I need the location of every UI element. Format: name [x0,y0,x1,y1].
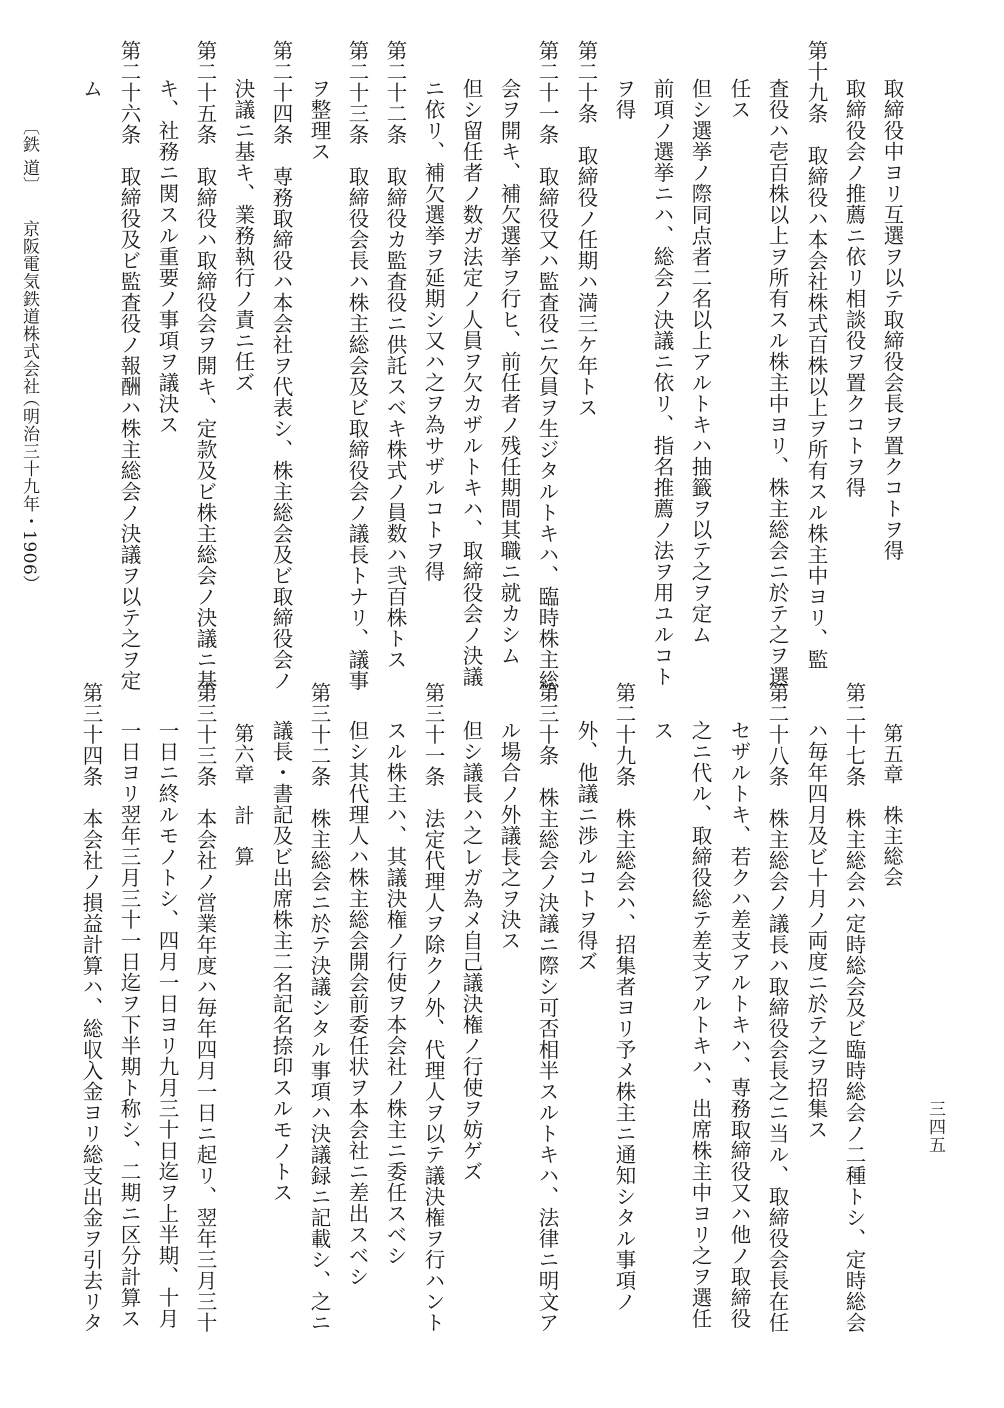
article-30-column: 第三十条 株主総会ノ決議ニ際シ可否相半スルトキハ、法律ニ明文ア [535,682,559,1333]
page-number: 三四五 [925,1100,945,1154]
text-column: 会ヲ開キ、補欠選挙ヲ行ヒ、前任者ノ残任期間其職ニ就カシム [497,78,521,666]
article-31-column: 第三十一条 法定代理人ヲ除クノ外、代理人ヲ以テ議決権ヲ行ハント [421,682,445,1333]
article-32-column: 第三十二条 株主総会ニ於テ決議シタル事項ハ決議録ニ記載シ、之ニ [307,682,331,1333]
text-column: ハ毎年四月及ビ十月ノ両度ニ於テ之ヲ招集ス [804,720,828,1140]
text-column: 取締役中ヨリ互選ヲ以テ取締役会長ヲ置クコトヲ得 [880,78,904,561]
text-column: 之ニ代ル、取締役総テ差支アルトキハ、出席株主中ヨリ之ヲ選任 [688,720,712,1329]
article-20-column: 第二十条 取締役ノ任期ハ満三ケ年トス [574,40,598,418]
text-column: ム [79,78,103,99]
text-column: 任ス [727,78,751,120]
article-19-column: 第十九条 取締役ハ本会社株式百株以上ヲ所有スル株主中ヨリ、監 [804,40,828,670]
article-29-column: 第二十九条 株主総会ハ、招集者ヨリ予メ株主ニ通知シタル事項ノ [612,682,636,1312]
text-column: 但シ其代理人ハ株主総会開会前委任状ヲ本会社ニ差出スベシ [345,720,369,1287]
text-column: キ、社務ニ関スル重要ノ事項ヲ議決ス [155,78,179,435]
article-34-column: 第三十四条 本会社ノ損益計算ハ、総収入金ヨリ総支出金ヲ引去リタ [79,682,103,1333]
text-column: 前項ノ選挙ニハ、総会ノ決議ニ依リ、指名推薦ノ法ヲ用ユルコト [650,78,674,687]
text-column: 一日ヨリ翌年三月三十一日迄ヲ下半期ト称シ、二期ニ区分計算ス [117,720,141,1329]
article-22-column: 第二十二条 取締役カ監査役ニ供託スベキ株式ノ員数ハ弐百株トス [383,40,407,670]
text-column: ニ依リ、補欠選挙ヲ延期シ又ハ之ヲ為サザルコトヲ得 [421,78,445,582]
text-column: ヲ整理ス [307,78,331,162]
article-26-column: 第二十六条 取締役及ビ監査役ノ報酬ハ株主総会ノ決議ヲ以テ之ヲ定 [117,40,141,691]
article-27-column: 第二十七条 株主総会ハ定時総会及ビ臨時総会ノ二種トシ、定時総会 [842,682,866,1333]
text-column: 但シ選挙ノ際同点者二名以上アルトキハ抽籤ヲ以テ之ヲ定ム [688,78,712,645]
article-28-column: 第二十八条 株主総会ノ議長ハ取締役会長之ニ当ル、取締役会長在任 [765,682,789,1333]
chapter-5-heading: 第五章 株主総会 [880,682,904,887]
text-column: 外、他議ニ渉ルコトヲ得ズ [574,720,598,972]
text-column: 取締役会ノ推薦ニ依リ相談役ヲ置クコトヲ得 [842,78,866,498]
article-24-column: 第二十四条 専務取締役ハ本会社ヲ代表シ、株主総会及ビ取締役会ノ [269,40,293,691]
article-33-column: 第三十三条 本会社ノ営業年度ハ毎年四月一日ニ起リ、翌年三月三十 [193,682,217,1333]
text-column: 査役ハ壱百株以上ヲ所有スル株主中ヨリ、株主総会ニ於テ之ヲ選 [765,78,789,687]
text-column: ヲ得 [612,78,636,120]
text-column: スル株主ハ、其議決権ノ行使ヲ本会社ノ株主ニ委任スベシ [383,720,407,1266]
article-21-column: 第二十一条 取締役又ハ監査役ニ欠員ヲ生ジタルトキハ、臨時株主総 [535,40,559,691]
text-column: 議長・書記及ビ出席株主二名記名捺印スルモノトス [269,720,293,1203]
text-column: ス [650,720,674,741]
text-column: 決議ニ基キ、業務執行ノ責ニ任ズ [231,78,255,393]
footer-category: 〔鉄 道〕 [19,118,39,194]
chapter-6-heading: 第六章 計 算 [231,682,255,867]
text-column: 但シ留任者ノ数ガ法定ノ人員ヲ欠カザルトキハ、取締役会ノ決議 [459,78,483,687]
text-column: 一日ニ終ルモノトシ、四月一日ヨリ九月三十日迄ヲ上半期、十月 [155,720,179,1329]
text-column: セザルトキ、若クハ差支アルトキハ、専務取締役又ハ他ノ取締役 [727,720,751,1329]
article-25-column: 第二十五条 取締役ハ取締役会ヲ開キ、定款及ビ株主総会ノ決議ニ基 [193,40,217,691]
footer-date: （明治三十九年・1906） [19,390,39,593]
footer-company: 京阪電気鉄道株式会社 [19,220,39,395]
text-column: 但シ議長ハ之レガ為メ自己議決権ノ行使ヲ妨ゲズ [459,720,483,1182]
article-23-column: 第二十三条 取締役会長ハ株主総会及ビ取締役会ノ議長トナリ、議事 [345,40,369,691]
text-column: ル場合ノ外議長之ヲ決ス [497,720,521,951]
